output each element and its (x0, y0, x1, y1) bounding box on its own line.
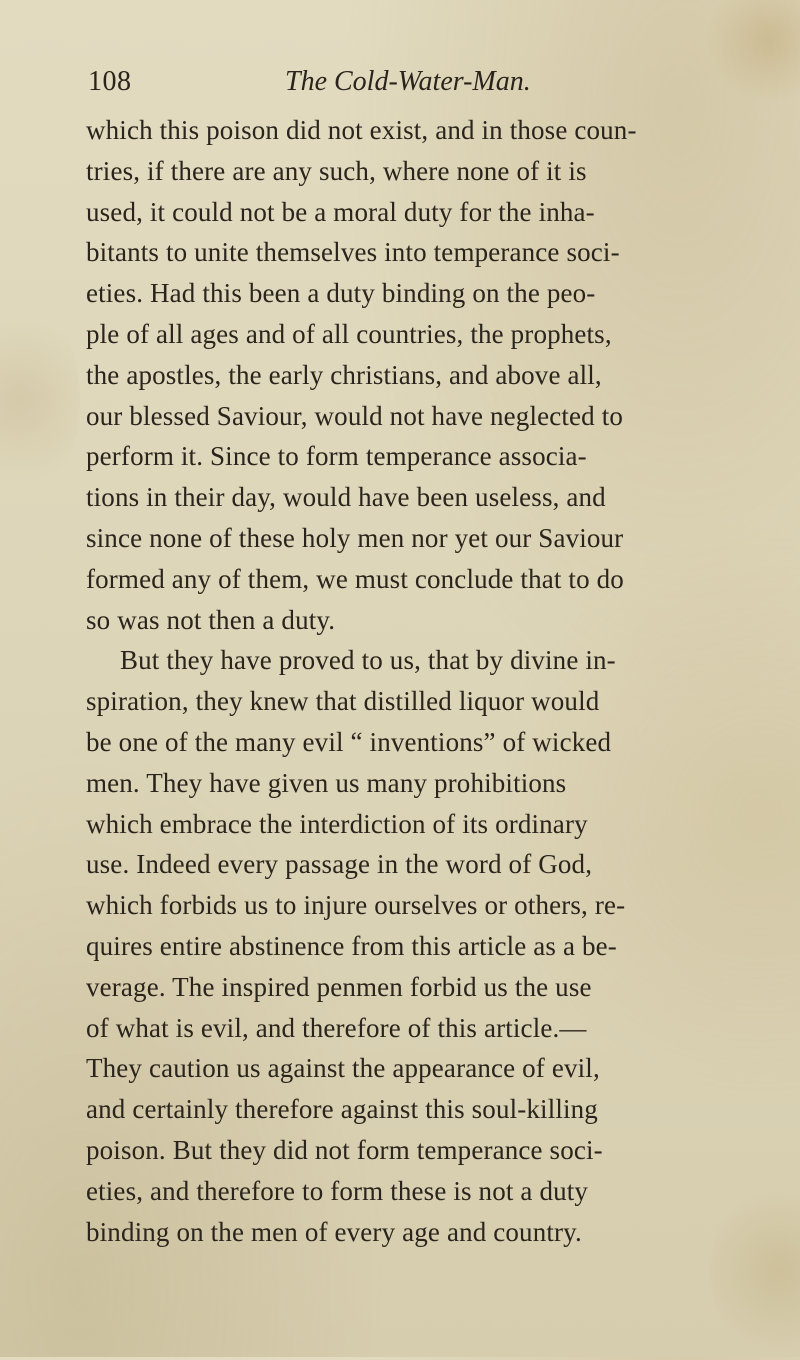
text-line: verage. The inspired penmen forbid us the use (86, 971, 592, 1002)
text-line: use. Indeed every passage in the word of God, (86, 849, 593, 880)
text-line: perform it. Since to form temperance associa- (86, 441, 587, 472)
running-head (88, 62, 748, 102)
text-line: formed any of them, we must conclude that to do (86, 563, 624, 594)
text-line: men. They have given us many prohibitions (86, 767, 567, 798)
text-line: binding on the men of every age and country. (86, 1216, 582, 1247)
text-line: ple of all ages and of all countries, the prophets, (86, 318, 612, 349)
text-line: of what is evil, and therefore of this article.— (86, 1012, 587, 1043)
text-line: eties, and therefore to form these is not a duty (86, 1175, 589, 1206)
text-line: eties. Had this been a duty binding on the peo- (86, 278, 596, 309)
text-line: the apostles, the early christians, and above all, (86, 359, 602, 390)
text-line: and certainly therefore against this soul-killing (86, 1094, 598, 1125)
text-line: used, it could not be a moral duty for the inha- (86, 196, 595, 227)
text-line: since none of these holy men nor yet our Saviour (86, 522, 624, 553)
text-line: They caution us against the appearance of evil, (86, 1053, 600, 1084)
text-line: spiration, they knew that distilled liquor would (86, 686, 600, 717)
text-line: our blessed Saviour, would not have neglected to (86, 400, 623, 431)
text-line: quires entire abstinence from this article as a be- (86, 930, 617, 961)
text-line: tions in their day, would have been useless, and (86, 482, 606, 513)
text-line: bitants to unite themselves into temperance soci- (86, 237, 620, 268)
page-number: 108 (88, 66, 132, 97)
text-line: so was not then a duty. (86, 604, 336, 635)
body-text (86, 110, 786, 1252)
text-line: which embrace the interdiction of its ordinary (86, 808, 588, 839)
running-title: The Cold-Water-Man. (285, 66, 531, 97)
text-line: tries, if there are any such, where none of it is (86, 155, 587, 186)
paragraph-start-line: But they have proved to us, that by divine in- (120, 645, 616, 676)
text-line: which forbids us to injure ourselves or others, re- (86, 890, 626, 921)
text-line: which this poison did not exist, and in those coun- (86, 115, 637, 145)
text-line: poison. But they did not form temperance soci- (86, 1134, 603, 1165)
text-line: be one of the many evil “ inventions” of wicked (86, 726, 612, 757)
foxing-stain (0, 300, 80, 500)
